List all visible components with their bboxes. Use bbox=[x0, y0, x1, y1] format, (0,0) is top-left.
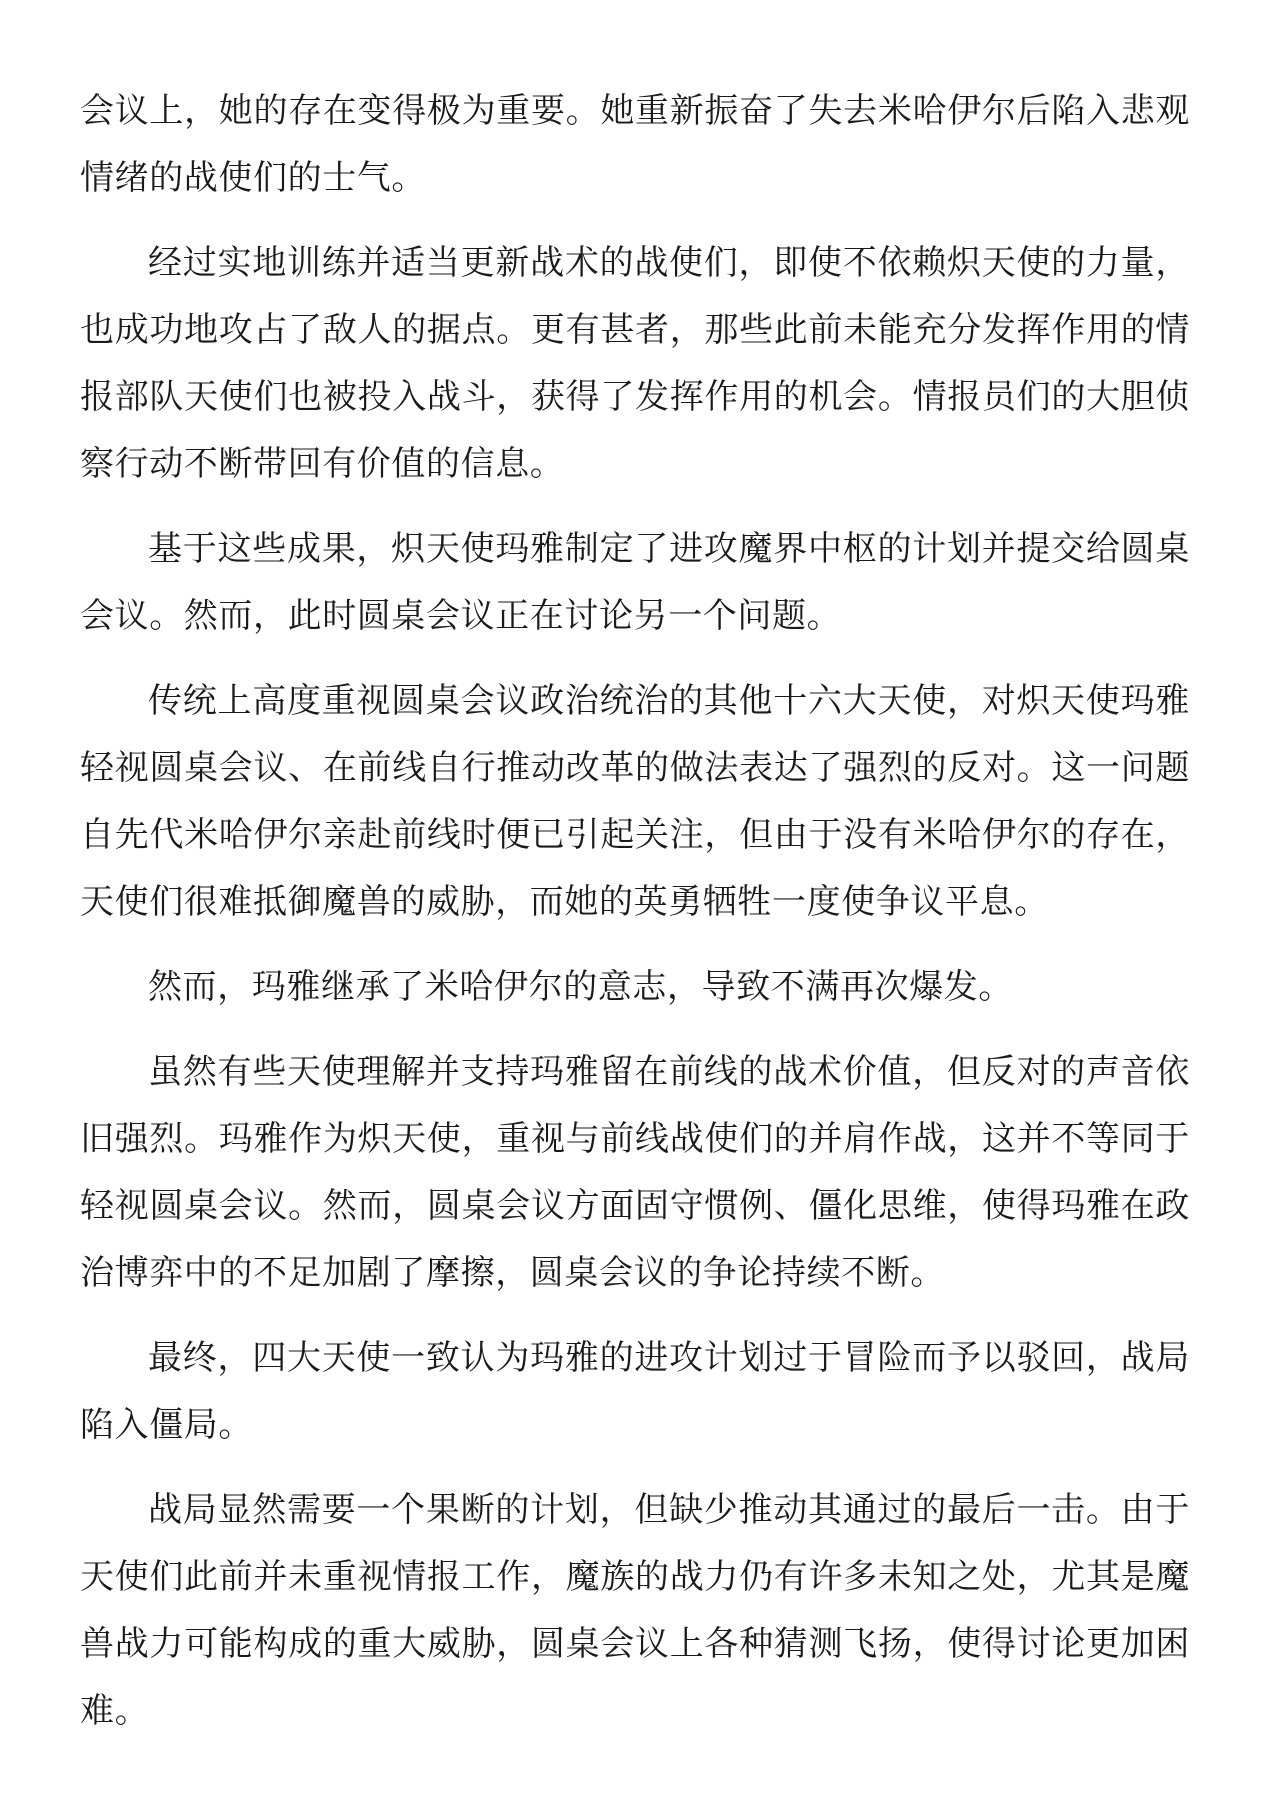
paragraph-6: 虽然有些天使理解并支持玛雅留在前线的战术价值，但反对的声音依旧强烈。玛雅作为炽天使，重视与前线战使们的并肩作战，这并不等同于轻视圆桌会议。然而，圆桌会议方面固守惯例、僵化思维，使得玛雅在政治博弈中的不足加剧了摩擦，圆桌会议的争论持续不断。 bbox=[80, 1052, 1190, 1293]
paragraph-4: 传统上高度重视圆桌会议政治统治的其他十六大天使，对炽天使玛雅轻视圆桌会议、在前线自行推动改革的做法表达了强烈的反对。这一问题自先代米哈伊尔亲赴前线时便已引起关注，但由于没有米哈伊尔的存在，天使们很难抵御魔兽的威胁，而她的英勇牺牲一度使争议平息。 bbox=[80, 681, 1190, 922]
paragraph-2: 经过实地训练并适当更新战术的战使们，即使不依赖炽天使的力量，也成功地攻占了敌人的据点。更有甚者，那些此前未能充分发挥作用的情报部队天使们也被投入战斗，获得了发挥作用的机会。情报员们的大胆侦察行动不断带回有价值的信息。 bbox=[80, 243, 1190, 484]
document-page bbox=[80, 78, 1190, 1763]
paragraph-7: 最终，四大天使一致认为玛雅的进攻计划过于冒险而予以驳回，战局陷入僵局。 bbox=[80, 1338, 1190, 1445]
paragraph-1: 会议上，她的存在变得极为重要。她重新振奋了失去米哈伊尔后陷入悲观情绪的战使们的士气。 bbox=[80, 91, 1190, 198]
paragraph-8: 战局显然需要一个果断的计划，但缺少推动其通过的最后一击。由于天使们此前并未重视情报工作，魔族的战力仍有许多未知之处，尤其是魔兽战力可能构成的重大威胁，圆桌会议上各种猜测飞扬，使得讨论更加困难。 bbox=[80, 1490, 1190, 1731]
paragraph-3: 基于这些成果，炽天使玛雅制定了进攻魔界中枢的计划并提交给圆桌会议。然而，此时圆桌会议正在讨论另一个问题。 bbox=[80, 529, 1190, 636]
paragraph-5: 然而，玛雅继承了米哈伊尔的意志，导致不满再次爆发。 bbox=[148, 967, 1013, 1007]
